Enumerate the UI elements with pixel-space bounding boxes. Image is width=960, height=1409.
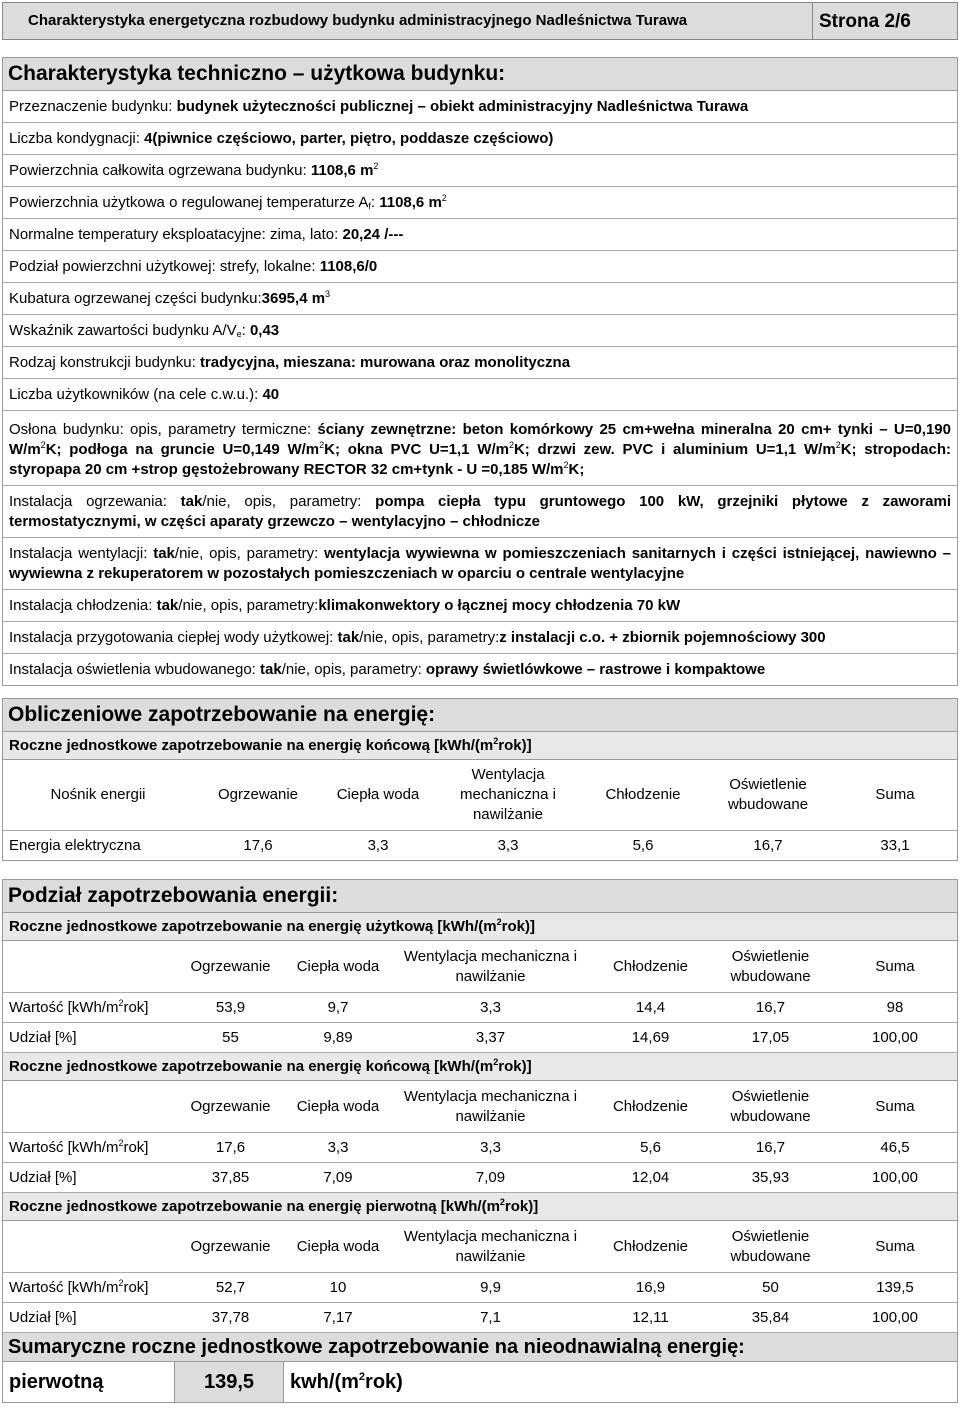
document-page [2, 2, 958, 1403]
block-usable-subtitle-row: Roczne jednostkowe zapotrzebowanie na energię użytkową $[kWh/(m^2rok)]$ [3, 913, 957, 941]
table-row: Wartość $[kWh/m^2rok]$ 17,6 3,3 3,3 5,6 16,7 46,5 [3, 1133, 957, 1163]
col-chlodzenie: Chłodzenie [583, 760, 703, 830]
kubatura-row: Kubatura ogrzewanej części budynku:3695,4 $m^3$ [3, 283, 957, 315]
summary-label: pierwotną [9, 1370, 104, 1393]
podzial-row: Podział powierzchni użytkowej: strefy, lokalne: 1108,6/0 [3, 251, 957, 283]
pow-uzytkowa-row: Powierzchnia użytkowa o regulowanej temperaturze $A_f$: 1108,6 $m^2$ [3, 187, 957, 219]
calc-subtitle: Roczne jednostkowe zapotrzebowanie na energię końcową $[kWh/(m^2rok)]$ [3, 732, 957, 760]
table-row: Wartość $[kWh/m^2rok]$ 52,7 10 9,9 16,9 50 139,5 [3, 1273, 957, 1303]
pow-ogrzewana-row: Powierzchnia całkowita ogrzewana budynku: 1108,6 $m^2$ [3, 155, 957, 187]
ogrzewanie-row: Instalacja ogrzewania: tak/nie, opis, parametry: pompa ciepła typu gruntowego 100 kW, grzejniki płytowe z zaworami termostatycznymi, w części aparaty grzewczo – wentylacyjno – chłodnicze [3, 486, 957, 538]
col-ciepla-woda: Ciepła woda [323, 760, 433, 830]
table-row: Udział [%] 37,78 7,17 7,1 12,11 35,84 100,00 [3, 1303, 957, 1333]
oswietlenie-row: Instalacja oświetlenia wbudowanego: tak/nie, opis, parametry: oprawy świetlówkowe – rastrowe i kompaktowe [9, 661, 766, 678]
uzytkownicy-row: Liczba użytkowników (na cele c.w.u.): 40 [3, 379, 957, 411]
chlodzenie-row: Instalacja chłodzenia: tak/nie, opis, parametry:klimakonwektory o łącznej mocy chłodzenia 70 kW [3, 590, 957, 622]
table-row: Energia elektryczna 17,6 3,3 3,3 5,6 16,7 33,1 [9, 836, 910, 854]
split-header-row: Ogrzewanie Ciepła woda Wentylacja mechaniczna i nawilżanie Chłodzenie Oświetlenie wbudowane Suma [3, 1221, 957, 1273]
calc-header-row [3, 760, 957, 830]
block-final-subtitle-row: Roczne jednostkowe zapotrzebowanie na energię końcową $[kWh/(m^2rok)]$ [3, 1053, 957, 1081]
summary-unit: kwh/$(m^2rok)$ [290, 1370, 403, 1393]
col-suma: Suma [833, 760, 957, 830]
table-row: Wartość $[kWh/m^2rok]$ 53,9 9,7 3,3 14,4 16,7 98 [3, 993, 957, 1023]
col-oswietlenie: Oświetlenie wbudowane [703, 760, 833, 830]
calc-table [3, 760, 957, 860]
block-primary-subtitle-row: Roczne jednostkowe zapotrzebowanie na energię pierwotną $[kWh/(m^2rok)]$ [3, 1193, 957, 1221]
temperatury-row: Normalne temperatury eksploatacyjne: zima, lato: 20,24 /--- [3, 219, 957, 251]
split-section-title: Podział zapotrzebowania energii: [3, 880, 957, 913]
document-title: Charakterystyka energetyczna rozbudowy budynku administracyjnego Nadleśnictwa Turawa [3, 3, 813, 39]
summary-value: 139,5 [174, 1362, 284, 1402]
calc-section-title: Obliczeniowe zapotrzebowanie na energię: [3, 699, 957, 732]
split-header-row: Ogrzewanie Ciepła woda Wentylacja mechaniczna i nawilżanie Chłodzenie Oświetlenie wbudowane Suma [3, 1081, 957, 1133]
calc-section [2, 698, 958, 861]
col-wentylacja: Wentylacja mechaniczna i nawilżanie [433, 760, 583, 830]
page-header [2, 2, 958, 40]
wskaznik-row: Wskaźnik zawartości budynku $A/V_e$: 0,43 [3, 315, 957, 347]
oslona-row: Osłona budynku: opis, parametry termiczne: ściany zewnętrzne: beton komórkowy 25 cm+wełna mineralna 20 cm+ tynki – U=0,190 $W/m^2K$; podłoga na gruncie U=0,149 $W/m^2K$; okna PVC U=1,1 $W/m^2K$; drzwi zew. PVC i aluminium U=1,1 $W/m^2K$; stropodach: styropapa 20 cm +strop gęstożebrowany RECTOR 32 cm+tynk - U =0,185 $W/m^2K$; [3, 411, 957, 486]
col-ogrzewanie: Ogrzewanie [193, 760, 323, 830]
technical-section [2, 57, 958, 686]
summary-row [3, 1362, 957, 1402]
table-row: Udział [%] 55 9,89 3,37 14,69 17,05 100,00 [3, 1023, 957, 1053]
page-number: Strona 2/6 [819, 11, 911, 32]
wentylacja-row: Instalacja wentylacji: tak/nie, opis, parametry: wentylacja wywiewna w pomieszczeniach sanitarnych i części istniejącej, nawiewno – wywiewna z rekuperatorem w pozostałych pomieszczeniach w oparciu o centrale wentylacyjne [3, 538, 957, 590]
konstrukcja-row: Rodzaj konstrukcji budynku: tradycyjna, mieszana: murowana oraz monolityczna [3, 347, 957, 379]
split-table [3, 913, 957, 1333]
split-section [2, 879, 958, 1403]
technical-section-title: Charakterystyka techniczno – użytkowa budynku: [3, 58, 957, 91]
cwu-row: Instalacja przygotowania ciepłej wody użytkowej: tak/nie, opis, parametry:z instalacji c.o. + zbiornik pojemnościowy 300 [3, 622, 957, 654]
split-header-row: Ogrzewanie Ciepła woda Wentylacja mechaniczna i nawilżanie Chłodzenie Oświetlenie wbudowane Suma [3, 941, 957, 993]
table-row: Udział [%] 37,85 7,09 7,09 12,04 35,93 100,00 [3, 1163, 957, 1193]
summary-title: Sumaryczne roczne jednostkowe zapotrzebowanie na nieodnawialną energię: [3, 1333, 957, 1362]
kondygnacje-row: Liczba kondygnacji: 4(piwnice częściowo, parter, piętro, poddasze częściowo) [3, 123, 957, 155]
przeznaczenie-row: Przeznaczenie budynku: budynek użyteczności publicznej – obiekt administracyjny Nadleśnictwa Turawa [3, 91, 957, 123]
col-nosnik: Nośnik energii [3, 760, 193, 830]
